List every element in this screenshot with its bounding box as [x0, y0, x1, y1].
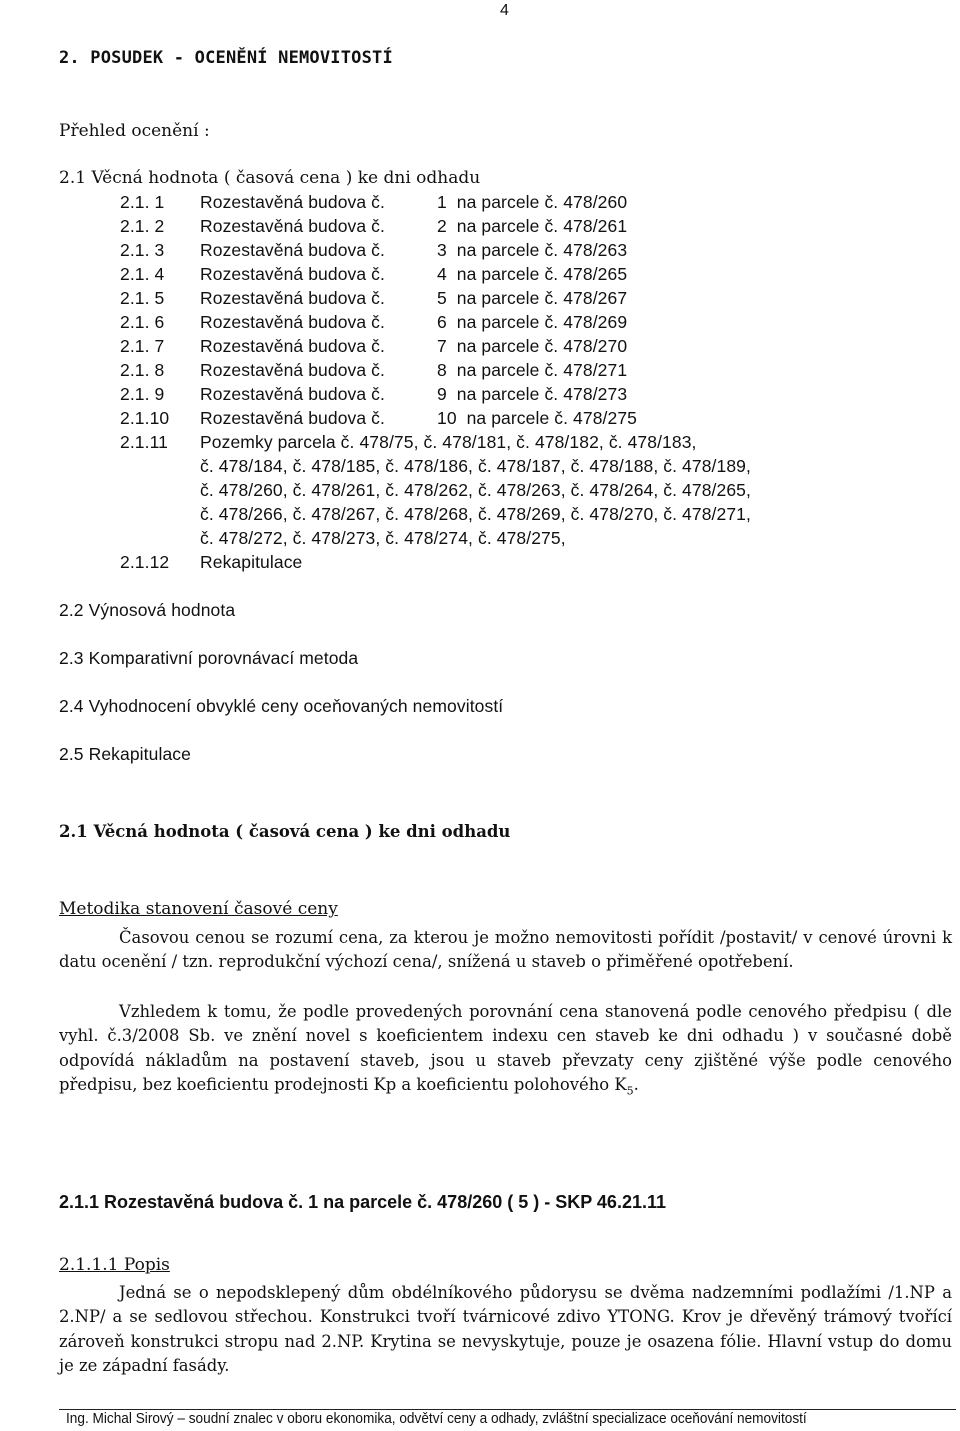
toc-item-num: 2.1. 3: [120, 240, 165, 260]
footer-divider: [59, 1409, 956, 1410]
section-title: 2. POSUDEK - OCENĚNÍ NEMOVITOSTÍ: [59, 48, 393, 68]
toc-parcel-line: č. 478/266, č. 478/267, č. 478/268, č. 478/269, č. 478/270, č. 478/271,: [200, 504, 751, 524]
toc-item-label: Rozestavěná budova č.: [200, 192, 385, 212]
toc-building-row: [120, 312, 627, 333]
method-paragraph-2-text: Vzhledem k tomu, že podle provedených porovnání cena stanovená podle cenového předpisu ( dle vyhl. č.3/2008 Sb. ve znění novel s koeficientem indexu cen staveb ke dni odhadu ) v současné době odpovídá nákladům na postavení staveb, jsou u staveb převzaty ceny zjištěné výše podle cenového předpisu, bez koeficientu prodejnosti Kp a koeficientu polohového K: [59, 1002, 952, 1094]
page-number: 4: [500, 2, 509, 19]
toc-item-2-4: 2.4 Vyhodnocení obvyklé ceny oceňovaných nemovitostí: [59, 696, 504, 716]
method-paragraph-1: Časovou cenou se rozumí cena, za kterou je možno nemovitosti pořídit /postavit/ v cenové úrovni k datu ocenění / tzn. reprodukční výchozí cena/, snížená u staveb o přiměřené opotřebení.: [59, 928, 952, 972]
toc-item-2-5: 2.5 Rekapitulace: [59, 744, 191, 764]
toc-item-num: 2.1. 7: [120, 336, 165, 356]
section-2-1-heading: 2.1 Věcná hodnota ( časová cena ) ke dni odhadu: [59, 822, 511, 841]
method-heading: Metodika stanovení časové ceny: [59, 899, 338, 919]
toc-building-row: [120, 336, 627, 357]
toc-item-num: 2.1. 8: [120, 360, 165, 380]
toc-item-2-2: 2.2 Výnosová hodnota: [59, 600, 236, 620]
toc-item-parcel: 4 na parcele č. 478/265: [437, 264, 628, 284]
toc-item-parcel: 6 na parcele č. 478/269: [437, 312, 628, 332]
toc-building-row: [120, 240, 627, 261]
toc-item-num: 2.1. 2: [120, 216, 165, 236]
toc-item-parcel: 1 na parcele č. 478/260: [437, 192, 628, 212]
toc-building-row: [120, 360, 627, 381]
toc-item-parcel: 10 na parcele č. 478/275: [437, 408, 638, 428]
toc-item-parcel: 7 na parcele č. 478/270: [437, 336, 628, 356]
toc-building-row: [120, 216, 627, 237]
toc-item-label: Rozestavěná budova č.: [200, 288, 385, 308]
toc-item-2-3: 2.3 Komparativní porovnávací metoda: [59, 648, 359, 668]
toc-item-label: Rozestavěná budova č.: [200, 408, 385, 428]
toc-item-label: Rozestavěná budova č.: [200, 336, 385, 356]
toc-item-label: Rozestavěná budova č.: [200, 312, 385, 332]
toc-item-2-1-12: [120, 552, 302, 573]
toc-parcel-line: č. 478/260, č. 478/261, č. 478/262, č. 478/263, č. 478/264, č. 478/265,: [200, 480, 751, 500]
method-paragraph-2: [59, 1000, 952, 1103]
toc-item-num: 2.1. 4: [120, 264, 165, 284]
toc-building-row: [120, 408, 637, 429]
toc-building-row: [120, 384, 627, 405]
toc-item-num: 2.1. 5: [120, 288, 165, 308]
toc-item-label: Rozestavěná budova č.: [200, 240, 385, 260]
popis-heading: 2.1.1.1 Popis: [59, 1255, 170, 1275]
toc-building-row: [120, 192, 627, 213]
toc-item-parcel: 3 na parcele č. 478/263: [437, 240, 628, 260]
popis-paragraph: Jedná se o nepodsklepený dům obdélníkového půdorysu se dvěma nadzemními podlažími /1.NP a 2.NP/ a se sedlovou střechou. Konstrukci tvoří tvárnicové zdivo YTONG. Krov je dřevěný trámový tvořící zároveň konstrukci stropu nad 2.NP. Krytina se nevyskytuje, pouze je osazena fólie. Hlavní vstup do domu je ze západní fasády.: [59, 1283, 952, 1375]
overview-label: Přehled ocenění :: [59, 121, 210, 141]
toc-item-label: Rozestavěná budova č.: [200, 264, 385, 284]
subscript-5: 5: [626, 1084, 634, 1098]
toc-parcel-line: Pozemky parcela č. 478/75, č. 478/181, č. 478/182, č. 478/183,: [200, 432, 697, 452]
toc-parcel-line: č. 478/272, č. 478/273, č. 478/274, č. 478/275,: [200, 528, 566, 548]
paragraph-end: .: [633, 1074, 639, 1094]
toc-item-parcel: 2 na parcele č. 478/261: [437, 216, 628, 236]
toc-item-2-1: 2.1 Věcná hodnota ( časová cena ) ke dni odhadu: [59, 168, 481, 188]
toc-item-num: 2.1.10: [120, 408, 170, 428]
section-2-1-1-heading: 2.1.1 Rozestavěná budova č. 1 na parcele č. 478/260 ( 5 ) - SKP 46.21.11: [59, 1192, 666, 1212]
toc-item-label: Rekapitulace: [200, 552, 303, 572]
footer-text: Ing. Michal Sirový – soudní znalec v oboru ekonomika, odvětví ceny a odhady, zvláštní specializace oceňování nemovitostí: [66, 1411, 807, 1427]
toc-item-num: 2.1.12: [120, 552, 170, 572]
toc-item-num: 2.1. 6: [120, 312, 165, 332]
toc-item-label: Rozestavěná budova č.: [200, 360, 385, 380]
toc-item-num: 2.1. 9: [120, 384, 165, 404]
toc-parcel-line: č. 478/184, č. 478/185, č. 478/186, č. 478/187, č. 478/188, č. 478/189,: [200, 456, 751, 476]
toc-item-num: 2.1. 1: [120, 192, 165, 212]
toc-item-parcel: 5 na parcele č. 478/267: [437, 288, 628, 308]
toc-item-label: Rozestavěná budova č.: [200, 216, 385, 236]
toc-item-parcel: 9 na parcele č. 478/273: [437, 384, 628, 404]
toc-item-parcel: 8 na parcele č. 478/271: [437, 360, 628, 380]
toc-building-row: [120, 264, 627, 285]
toc-item-label: Rozestavěná budova č.: [200, 384, 385, 404]
toc-building-row: [120, 288, 627, 309]
toc-item-2-1-11-num: 2.1.11: [120, 432, 168, 452]
